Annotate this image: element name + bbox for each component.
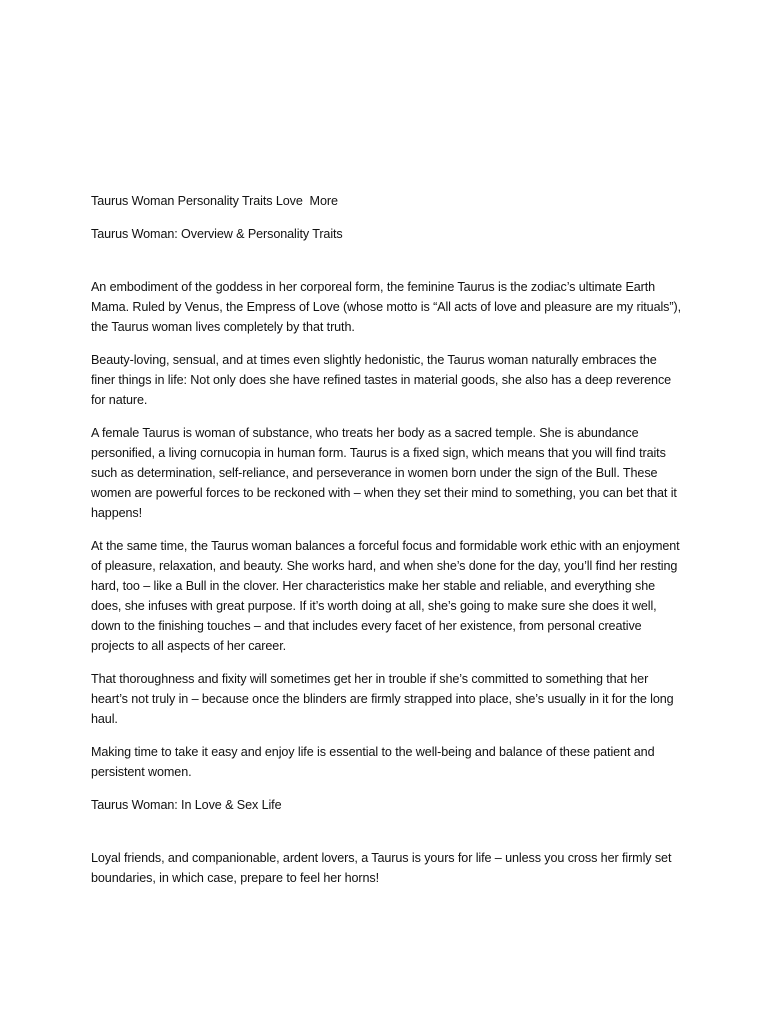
paragraph: Loyal friends, and companionable, ardent lovers, a Taurus is yours for life – unless you cross her firmly set boundaries, in which case, prepare to feel her horns! <box>91 851 672 885</box>
paragraph: At the same time, the Taurus woman balances a forceful focus and formidable work ethic with an enjoyment of pleasure, relaxation, and beauty. She works hard, and when she’s done for the day, you’ll find her resting hard, too – like a Bull in the clover. Her characteristics make her stable and reliable, and everything she does, she infuses with great purpose. If it’s worth doing at all, she’s going to make sure she does it well, down to the finishing touches – and that includes every facet of her existence, from personal creative projects to all aspects of her career. <box>91 539 680 653</box>
document-title: Taurus Woman Personality Traits Love More <box>91 194 338 208</box>
paragraph: Making time to take it easy and enjoy life is essential to the well-being and balance of these patient and persistent women. <box>91 745 655 779</box>
paragraph: That thoroughness and fixity will sometimes get her in trouble if she’s committed to something that her heart’s not truly in – because once the blinders are firmly strapped into place, she’s usually in it for the long haul. <box>91 672 674 726</box>
paragraph: An embodiment of the goddess in her corporeal form, the feminine Taurus is the zodiac’s ultimate Earth Mama. Ruled by Venus, the Empress of Love (whose motto is “All acts of love and pleasure are my rituals”), the Taurus woman lives completely by that truth. <box>91 280 681 334</box>
paragraph: Beauty-loving, sensual, and at times even slightly hedonistic, the Taurus woman naturally embraces the finer things in life: Not only does she have refined tastes in material goods, she also has a deep reverence for nature. <box>91 353 672 407</box>
paragraph: A female Taurus is woman of substance, who treats her body as a sacred temple. She is abundance personified, a living cornucopia in human form. Taurus is a fixed sign, which means that you will find traits such as determination, self-reliance, and perseverance in women born under the sign of the Bull. These women are powerful forces to be reckoned with – when they set their mind to something, you can bet that it happens! <box>91 426 677 520</box>
document-body <box>91 191 681 888</box>
section-heading-overview: Taurus Woman: Overview & Personality Traits <box>91 227 343 241</box>
section-heading-love: Taurus Woman: In Love & Sex Life <box>91 798 282 812</box>
